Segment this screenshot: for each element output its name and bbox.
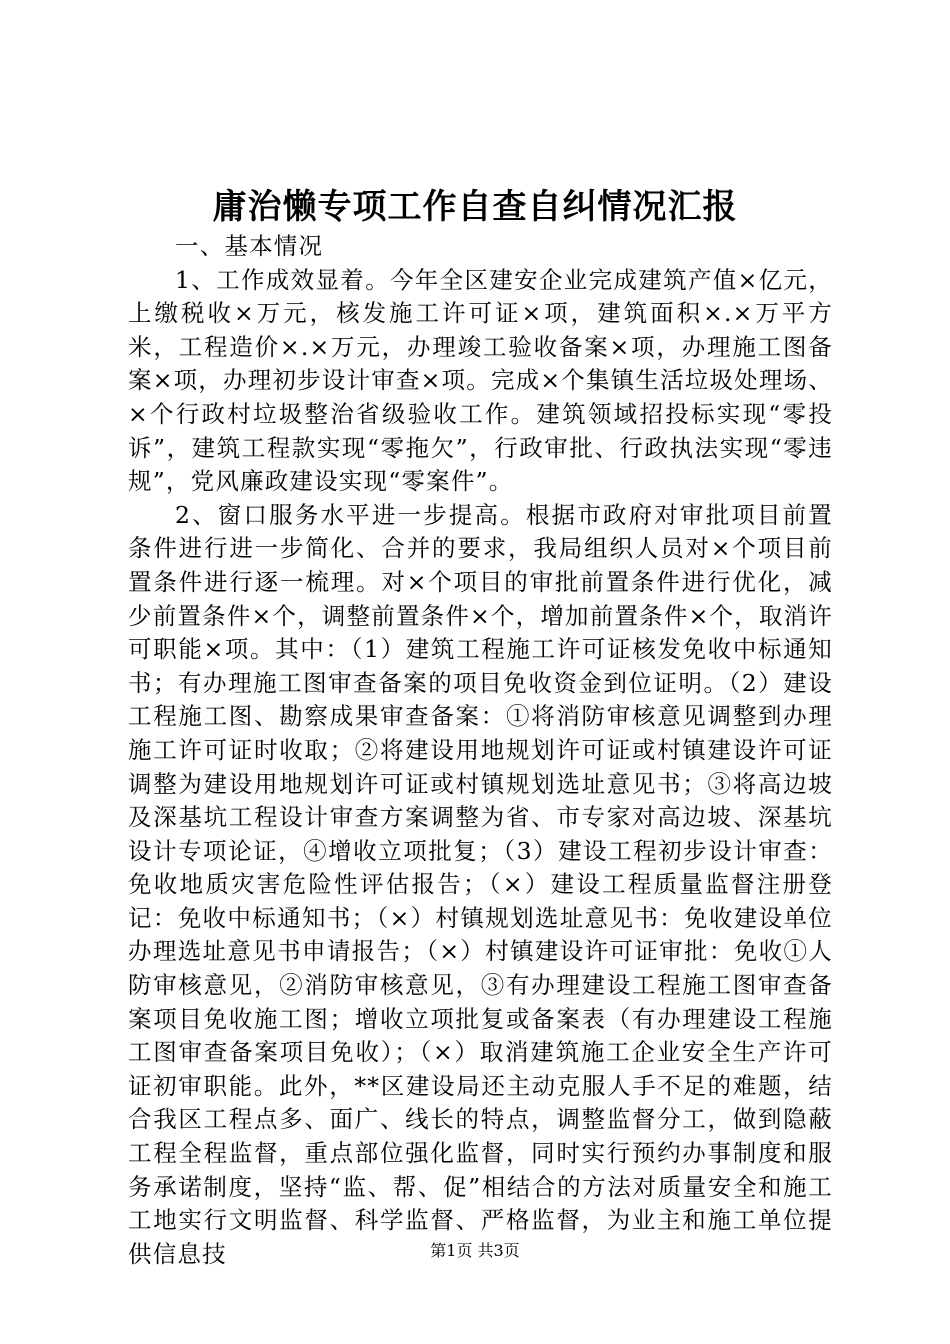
paragraph-work-results: 1、工作成效显着。今年全区建安企业完成建筑产值×亿元，上缴税收×万元，核发施工许可证×项，建筑面积×.×万平方米，工程造价×.×万元，办理竣工验收备案×项，办理施工图备案×项，办理初步设计审查×项。完成×个集镇生活垃圾处理场、×个行政村垃圾整治省级验收工作。建筑领域招投标实现“零投诉”，建筑工程款实现“零拖欠”，行政审批、行政执法实现“零违规”，党风廉政建设实现“零案件”。 <box>128 265 833 496</box>
paragraph-window-service: 2、窗口服务水平进一步提高。根据市政府对审批项目前置条件进行进一步简化、合并的要求，我局组织人员对×个项目前置条件进行逐一梳理。对×个项目的审批前置条件进行优化，减少前置条件×个，调整前置条件×个，增加前置条件×个，取消许可职能×项。其中：（1）建筑工程施工许可证核发免收中标通知书；有办理施工图审查备案的项目免收资金到位证明。（2）建设工程施工图、勘察成果审查备案：①将消防审核意见调整到办理施工许可证时收取；②将建设用地规划许可证或村镇建设许可证调整为建设用地规划许可证或村镇规划选址意见书；③将高边坡及深基坑工程设计审查方案调整为省、市专家对高边坡、深基坑设计专项论证，④增收立项批复；（3）建设工程初步设计审查：免收地质灾害危险性评估报告；（×）建设工程质量监督注册登记：免收中标通知书；（×）村镇规划选址意见书：免收建设单位办理选址意见书申请报告；（×）村镇建设许可证审批：免收①人防审核意见，②消防审核意见，③有办理建设工程施工图审查备案项目免收施工图；增收立项批复或备案表（有办理建设工程施工图审查备案项目免收）；（×）取消建筑施工企业安全生产许可证初审职能。此外，**区建设局还主动克服人手不足的难题，结合我区工程点多、面广、线长的特点，调整监督分工，做到隐蔽工程全程监督，重点部位强化监督，同时实行预约办事制度和服务承诺制度，坚持“监、帮、促”相结合的方法对质量安全和施工工地实行文明监督、科学监督、严格监督，为业主和施工单位提供信息技 <box>128 500 833 1268</box>
section-heading: 一、基本情况 <box>175 232 324 260</box>
document-body <box>128 230 833 1271</box>
page-footer: 第1页 共3页 <box>430 1241 520 1260</box>
document-title: 庸治懒专项工作自查自纠情况汇报 <box>212 187 738 227</box>
